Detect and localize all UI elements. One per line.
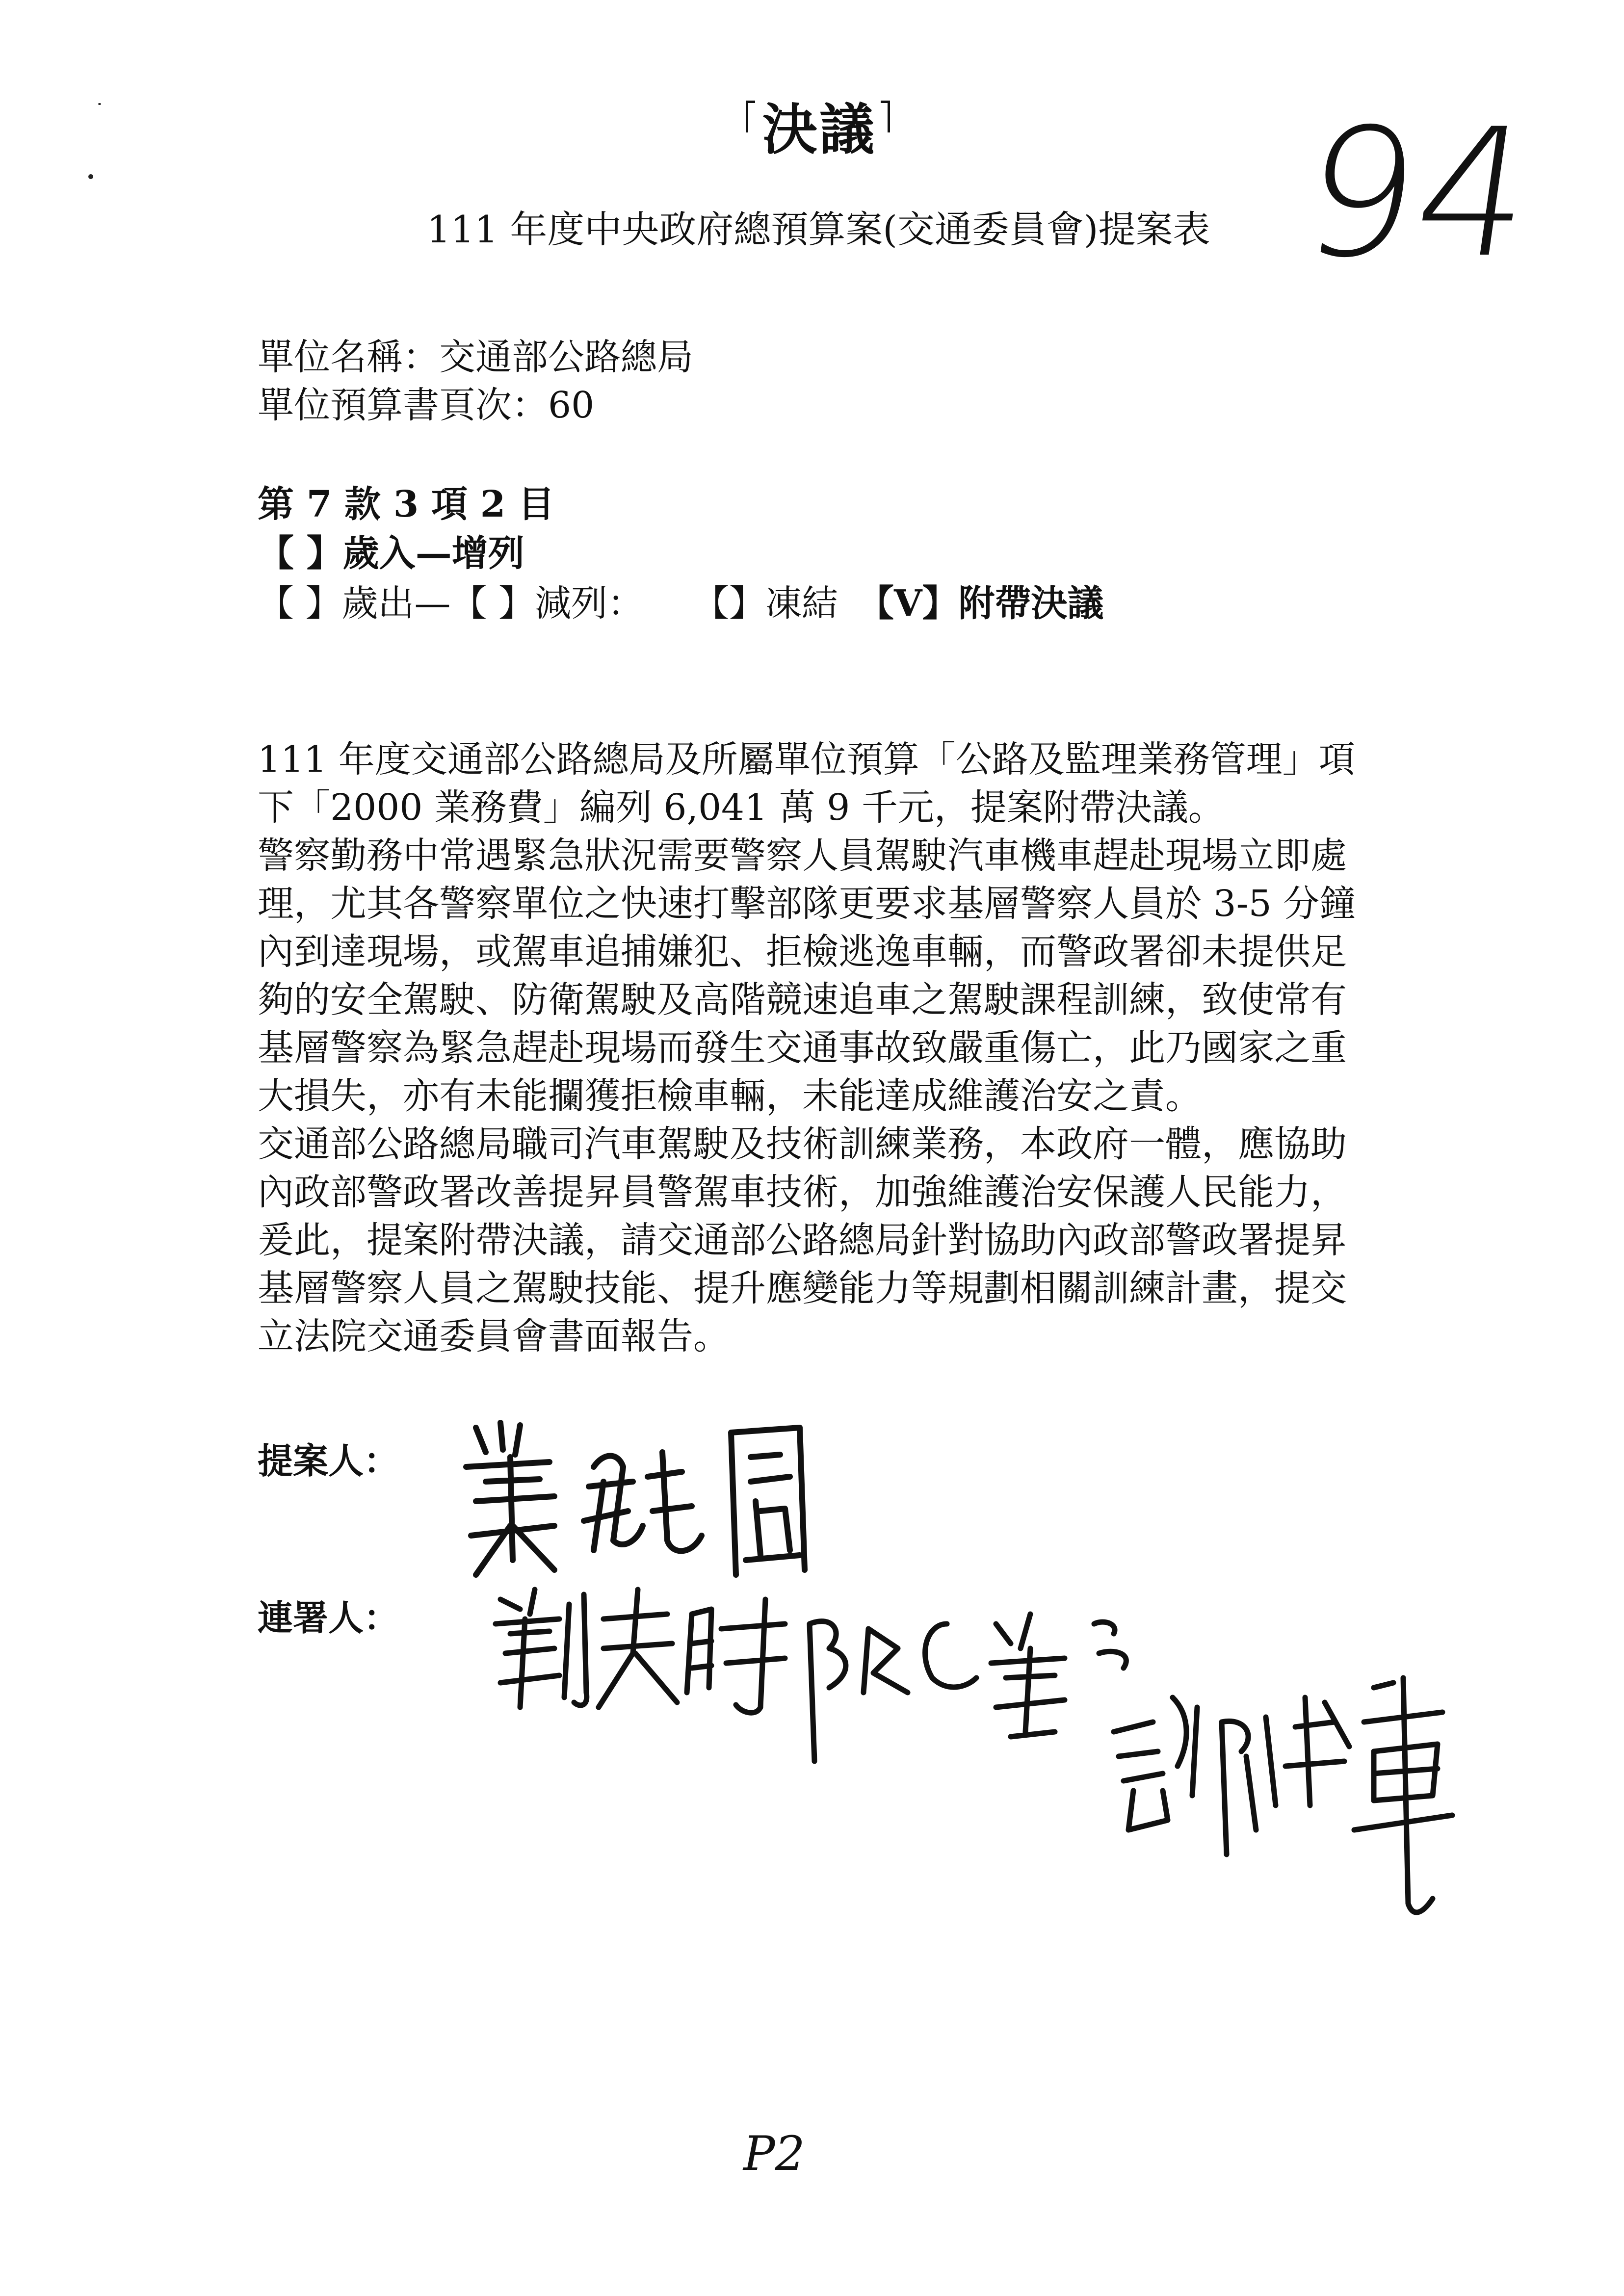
body-line: 理，尤其各警察單位之快速打擊部隊更要求基層警察人員於 3-5 分鐘: [258, 883, 1356, 925]
expense-prefix: 【 】歲出—【 】減列：: [258, 582, 644, 625]
footer-page-mark: P2: [743, 2126, 805, 2181]
proposer-signature: [456, 1413, 849, 1599]
body-line: 立法院交通委員會書面報告。: [258, 1315, 730, 1357]
resolution-stamp: 決議: [762, 98, 876, 162]
revenue-line: 【 】歲入—增列: [258, 532, 524, 574]
body-line: 警察勤務中常遇緊急狀況需要警察人員駕駛汽車機車趕赴現場立即處: [258, 835, 1347, 877]
body-line: 111 年度交通部公路總局及所屬單位預算「公路及監理業務管理」項: [258, 738, 1355, 781]
body-line: 交通部公路總局職司汽車駕駛及技術訓練業務，本政府一體，應協助: [258, 1123, 1347, 1165]
body-line: 基層警察為緊急趕赴現場而發生交通事故致嚴重傷亡，此乃國家之重: [258, 1027, 1347, 1069]
freeze-option: 【】凍結: [693, 582, 838, 625]
unit-name: 單位名稱：交通部公路總局: [258, 336, 693, 378]
cosigner-signature-3: [1099, 1668, 1472, 1933]
body-line: 大損失，亦有未能攔獲拒檢車輛，未能達成維護治安之責。: [258, 1075, 1202, 1117]
expense-line: [258, 580, 1103, 627]
proposer-label: 提案人：: [258, 1440, 399, 1482]
body-line: 內政部警政署改善提昇員警駕車技術，加強維護治安保護人民能力，: [258, 1171, 1347, 1213]
body-line: 夠的安全駕駛、防衛駕駛及高階競速追車之駕駛課程訓練，致使常有: [258, 979, 1347, 1021]
handwritten-page-number: 94: [1290, 91, 1545, 296]
budget-page: 單位預算書頁次：60: [258, 384, 595, 426]
body-line: 爰此，提案附帶決議，請交通部公路總局針對協助內政部警政署提昇: [258, 1219, 1347, 1261]
cosigner-signature-1: [491, 1580, 805, 1727]
body-line: 基層警察人員之駕駛技能、提升應變能力等規劃相關訓練計畫，提交: [258, 1267, 1347, 1309]
body-line: 內到達現場，或駕車追捕嫌犯、拒檢逃逸車輛，而警政署卻未提供足: [258, 931, 1347, 973]
document-title: 111 年度中央政府總預算案(交通委員會)提案表: [427, 208, 1210, 251]
scan-speck: [88, 174, 93, 179]
scan-speck: [98, 103, 101, 105]
resolution-option: 【V】附帶決議: [858, 582, 1104, 625]
budget-section: 第 7 款 3 項 2 目: [258, 483, 555, 525]
cosigner-label: 連署人：: [258, 1597, 399, 1639]
body-line: 下「2000 業務費」編列 6,041 萬 9 千元，提案附帶決議。: [258, 786, 1225, 829]
